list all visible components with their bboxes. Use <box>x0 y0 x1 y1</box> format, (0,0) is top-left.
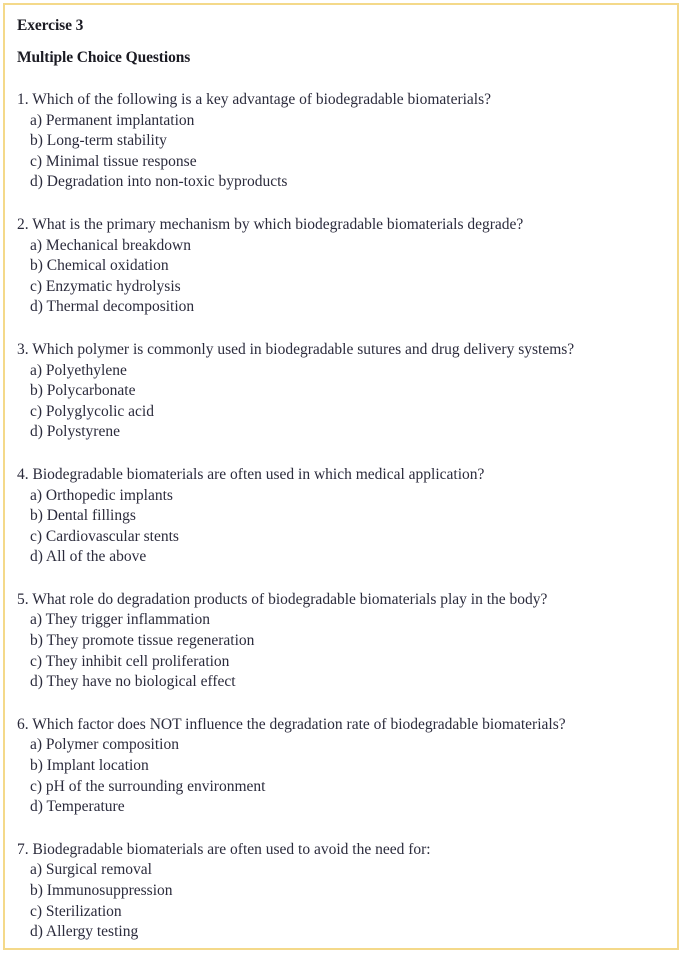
option-list <box>17 361 665 443</box>
option-item: b) Long-term stability <box>30 132 167 150</box>
option-list <box>17 860 665 942</box>
option-item: c) Cardiovascular stents <box>30 527 179 545</box>
option-item: d) They have no biological effect <box>30 673 236 691</box>
option-item: a) Surgical removal <box>30 861 152 879</box>
option-item: d) Thermal decomposition <box>30 298 195 316</box>
option-item: c) Sterilization <box>30 902 122 920</box>
question-text: 7. Biodegradable biomaterials are often used to avoid the need for: <box>17 840 431 858</box>
option-list <box>17 610 665 692</box>
option-item: a) They trigger inflammation <box>30 611 211 629</box>
question-text: 5. What role do degradation products of biodegradable biomaterials play in the body? <box>17 590 548 608</box>
question-text: 2. What is the primary mechanism by which biodegradable biomaterials degrade? <box>17 215 524 233</box>
option-item: c) Polyglycolic acid <box>30 402 154 420</box>
option-item: d) Degradation into non-toxic byproducts <box>30 173 288 191</box>
option-item: a) Mechanical breakdown <box>30 236 191 254</box>
option-item: d) All of the above <box>30 548 147 566</box>
option-item: b) Polycarbonate <box>30 382 136 400</box>
option-item: a) Orthopedic implants <box>30 486 173 504</box>
question-text: 6. Which factor does NOT influence the degradation rate of biodegradable biomaterials? <box>17 715 566 733</box>
option-item: d) Allergy testing <box>30 923 139 941</box>
option-list <box>17 486 665 568</box>
question-block <box>17 215 665 318</box>
option-item: b) Chemical oxidation <box>30 257 169 275</box>
option-item: b) Dental fillings <box>30 507 136 525</box>
question-block <box>17 340 665 443</box>
option-item: c) Enzymatic hydrolysis <box>30 277 181 295</box>
question-block <box>17 590 665 693</box>
option-item: b) Immunosuppression <box>30 882 173 899</box>
option-list <box>17 735 665 817</box>
option-item: a) Polyethylene <box>30 361 127 379</box>
option-item: c) pH of the surrounding environment <box>30 777 266 795</box>
question-block <box>17 90 665 193</box>
question-block <box>17 715 665 818</box>
option-list <box>17 236 665 318</box>
question-block <box>17 840 665 943</box>
question-block <box>17 465 665 568</box>
question-text: 4. Biodegradable biomaterials are often used in which medical application? <box>17 465 485 483</box>
option-item: d) Polystyrene <box>30 423 120 441</box>
option-item: b) They promote tissue regeneration <box>30 632 255 650</box>
option-item: a) Permanent implantation <box>30 111 195 129</box>
option-item: b) Implant location <box>30 757 149 775</box>
section-title: Multiple Choice Questions <box>17 49 191 66</box>
option-item: c) They inhibit cell proliferation <box>30 652 230 670</box>
option-item: d) Temperature <box>30 798 125 816</box>
question-text: 1. Which of the following is a key advantage of biodegradable biomaterials? <box>17 91 492 108</box>
document-content <box>5 5 677 943</box>
exercise-title: Exercise 3 <box>17 17 84 34</box>
option-list <box>17 111 665 193</box>
question-text: 3. Which polymer is commonly used in biodegradable sutures and drug delivery systems? <box>17 340 575 358</box>
document-page <box>3 3 679 950</box>
option-item: a) Polymer composition <box>30 736 179 754</box>
option-item: c) Minimal tissue response <box>30 152 197 170</box>
